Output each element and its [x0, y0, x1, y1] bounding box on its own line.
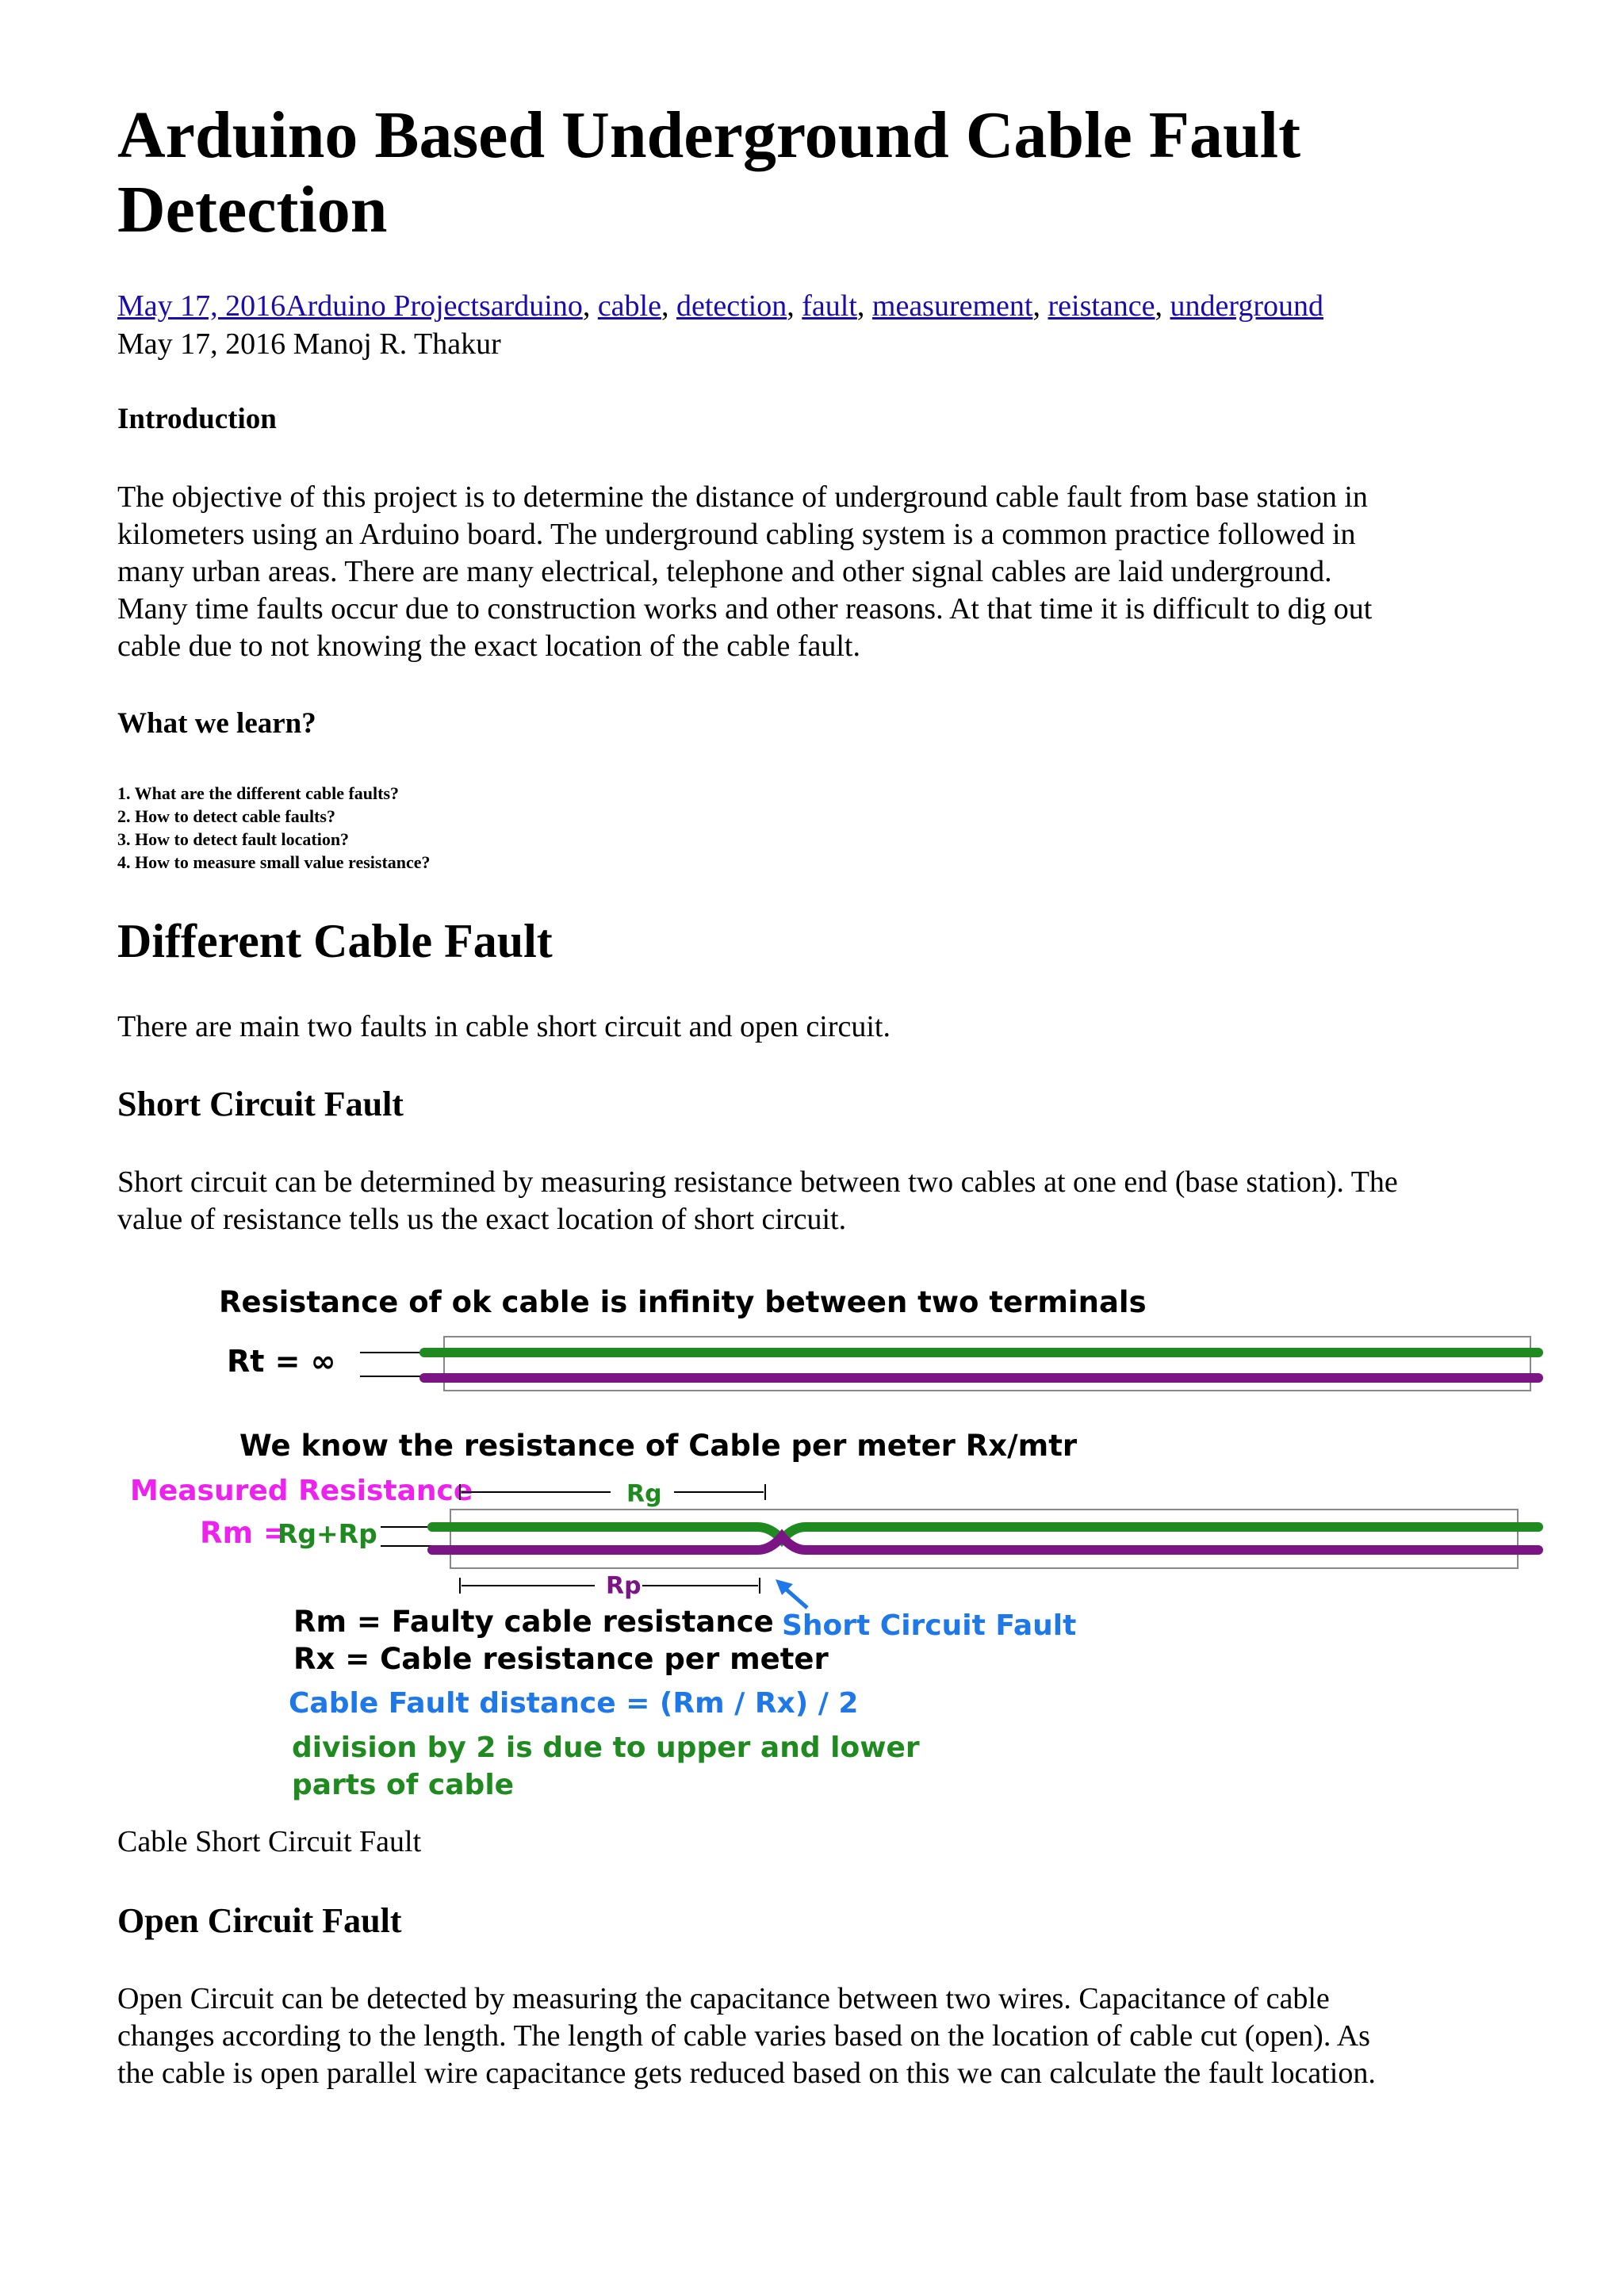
post-meta-links: May 17, 2016Arduino Projectsarduino, cable, detection, fault, measurement, reistance, underground [117, 289, 1324, 323]
category-link[interactable]: Arduino Projects [285, 289, 491, 323]
learn-heading: What we learn? [117, 707, 316, 740]
section-text: There are main two faults in cable short circuit and open circuit. [117, 1010, 891, 1043]
tag-link-measurement[interactable]: measurement [871, 289, 1033, 323]
intro-line: The objective of this project is to determine the distance of underground cable fault from base station in [117, 480, 1368, 514]
intro-line: Many time faults occur due to construction works and other reasons. At that time it is difficult to dig out [117, 592, 1373, 626]
learn-list [117, 782, 431, 874]
diagram-top-caption: Resistance of ok cable is infinity between two terminals [219, 1285, 1147, 1319]
tag-link-cable[interactable]: cable [597, 289, 661, 323]
byline: May 17, 2016 Manoj R. Thakur [117, 327, 501, 361]
list-item: 1. What are the different cable faults? [117, 783, 400, 803]
open-circuit-paragraph [117, 1980, 1513, 2092]
paragraph-line: Short circuit can be determined by measuring resistance between two cables at one end (base station). The [117, 1165, 1398, 1199]
article-title: Arduino Based Underground Cable Fault Detection [117, 98, 1301, 247]
faulty-cable-box [450, 1510, 1518, 1568]
short-circuit-heading: Short Circuit Fault [117, 1085, 404, 1123]
list-item: 2. How to detect cable faults? [117, 806, 335, 826]
rm-label: Rm = [200, 1516, 288, 1550]
rp-label: Rp [606, 1572, 642, 1600]
list-item: 4. How to measure small value resistance? [117, 852, 431, 872]
short-circuit-diagram [119, 1276, 1546, 1816]
tag-link-underground[interactable]: underground [1170, 289, 1324, 323]
division-note-line1: division by 2 is due to upper and lower [292, 1732, 920, 1764]
rg-label: Rg [626, 1480, 662, 1508]
measured-resistance-label: Measured Resistance [130, 1475, 473, 1507]
tag-link-reistance[interactable]: reistance [1048, 289, 1155, 323]
rm-definition: Rm = Faulty cable resistance [293, 1605, 774, 1639]
section-heading: Different Cable Fault [117, 915, 553, 967]
fault-distance-formula: Cable Fault distance = (Rm / Rx) / 2 [289, 1687, 859, 1720]
faulty-cable-purple-wire [432, 1536, 1538, 1550]
faulty-cable-green-wire [432, 1527, 1538, 1540]
paragraph-line: the cable is open parallel wire capacitance gets reduced based on this we can calculate the fault location. [117, 2057, 1376, 2090]
date-link[interactable]: May 17, 2016 [117, 289, 286, 323]
short-circuit-fault-label: Short Circuit Fault [782, 1609, 1077, 1642]
intro-heading: Introduction [117, 403, 277, 435]
intro-line: kilometers using an Arduino board. The underground cabling system is a common practice followed in [117, 518, 1356, 551]
paragraph-line: value of resistance tells us the exact location of short circuit. [117, 1203, 847, 1236]
short-circuit-paragraph [117, 1164, 1513, 1238]
division-note-line2: parts of cable [292, 1769, 515, 1801]
paragraph-line: Open Circuit can be detected by measuring the capacitance between two wires. Capacitance of cable [117, 1982, 1330, 2015]
intro-line: cable due to not knowing the exact location of the cable fault. [117, 629, 860, 663]
tag-link-arduino[interactable]: arduino [490, 289, 583, 323]
rx-definition: Rx = Cable resistance per meter [293, 1642, 829, 1676]
figure-caption: Cable Short Circuit Fault [117, 1825, 422, 1858]
tag-link-detection[interactable]: detection [676, 289, 787, 323]
tag-link-fault[interactable]: fault [802, 289, 857, 323]
paragraph-line: changes according to the length. The length of cable varies based on the location of cable cut (open). As [117, 2019, 1370, 2053]
list-item: 3. How to detect fault location? [117, 829, 350, 849]
rt-label: Rt = ∞ [227, 1344, 336, 1379]
intro-paragraph [117, 479, 1513, 665]
rg-rp-label: Rg+Rp [278, 1518, 377, 1549]
intro-line: many urban areas. There are many electrical, telephone and other signal cables are laid underground. [117, 555, 1332, 588]
know-text: We know the resistance of Cable per meter Rx/mtr [239, 1429, 1078, 1463]
open-circuit-heading: Open Circuit Fault [117, 1901, 402, 1940]
